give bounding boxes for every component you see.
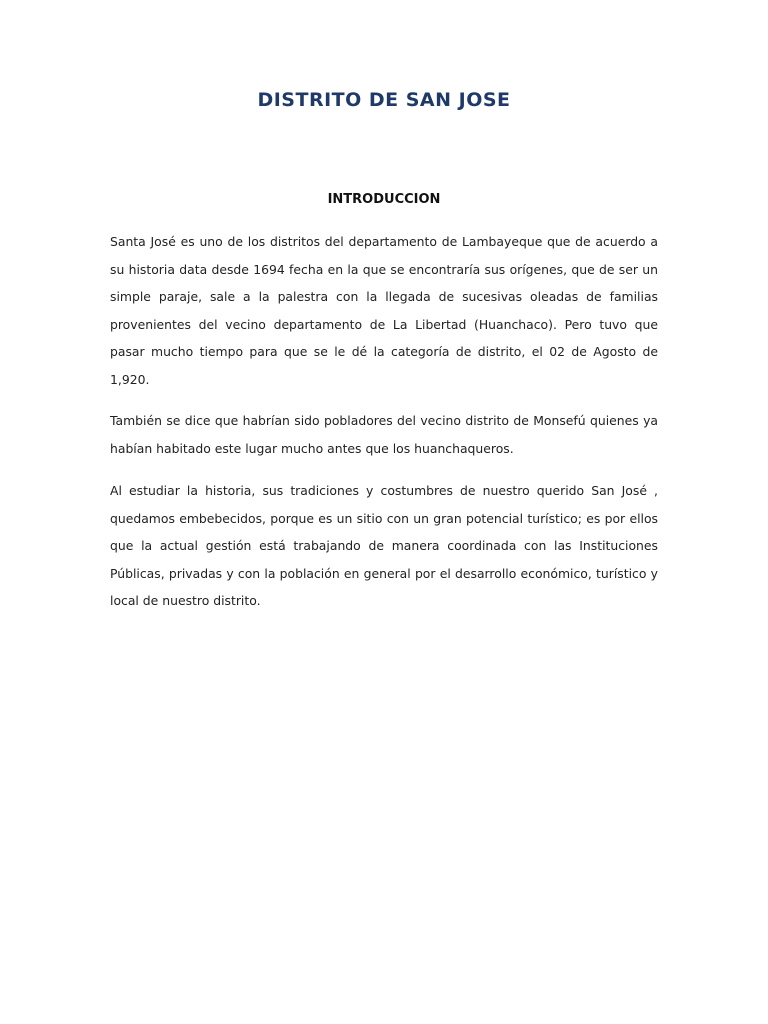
paragraph-monsefu: También se dice que habrían sido pobladores del vecino distrito de Monsefú quienes ya habían habitado este lugar mucho antes que los huanchaqueros. [110, 413, 658, 456]
paragraph-tourism: Al estudiar la historia, sus tradiciones y costumbres de nuestro querido San José , quedamos embebecidos, porque es un sitio con un gran potencial turístico; es por ellos que la actual gestión está trabajando de manera coordinada con las Instituciones Públicas, privadas y con la población en general por el desarrollo económico, turístico y local de nuestro distrito. [110, 483, 658, 608]
document-title: DISTRITO DE SAN JOSE [257, 89, 511, 111]
section-heading-introduccion: INTRODUCCION [327, 192, 441, 207]
paragraph-origins: Santa José es uno de los distritos del departamento de Lambayeque que de acuerdo a su historia data desde 1694 fecha en la que se encontraría sus orígenes, que de ser un simple paraje, sale a la palestra con la llegada de sucesivas oleadas de familias provenientes del vecino departamento de La Libertad (Huanchaco). Pero tuvo que pasar mucho tiempo para que se le dé la categoría de distrito, el 02 de Agosto de 1,920. [110, 234, 658, 387]
